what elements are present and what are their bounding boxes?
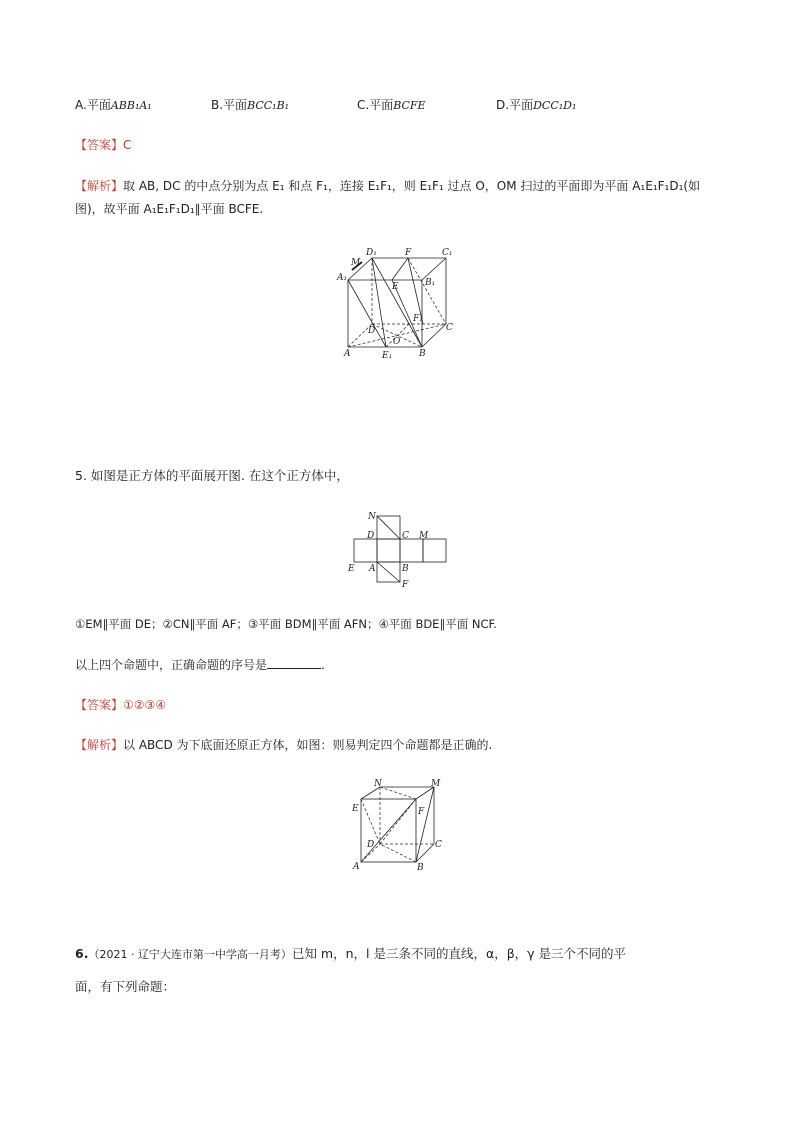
- cube-label-d: D: [367, 840, 375, 850]
- answer-value: C: [123, 138, 132, 152]
- label-d: D: [368, 326, 376, 336]
- q5-propositions: ①EM∥平面 DE；②CN∥平面 AF；③平面 BDM∥平面 AFN；④平面 BDE∥平面 NCF.: [75, 617, 497, 631]
- q5-stem: 5. 如图是正方体的平面展开图. 在这个正方体中，: [75, 468, 349, 483]
- q4-answer: [75, 136, 131, 154]
- net-label-d: D: [367, 531, 375, 541]
- label-f: F: [405, 248, 412, 258]
- q4-cube-figure: [330, 242, 460, 372]
- cube-label-a: A: [353, 862, 360, 872]
- label-b1: B₁: [425, 278, 436, 288]
- label-f1: F₁: [413, 314, 423, 324]
- label-e1: E₁: [382, 351, 393, 361]
- cube-label-f: F: [418, 807, 425, 817]
- net-label-m: M: [419, 531, 429, 541]
- net-label-c: C: [402, 531, 409, 541]
- cube-label-b: B: [417, 863, 424, 873]
- analysis-tag: 【解析】: [75, 179, 124, 193]
- option-b: B.平面BCC₁B₁: [211, 98, 290, 112]
- q4-analysis-line1: 【解析】取 AB, DC 的中点分别为点 E₁ 和点 F₁，连接 E₁F₁，则 E₁F₁ 过点 O，OM 扫过的平面即为平面 A₁E₁F₁D₁(如: [75, 179, 701, 193]
- answer-blank: [267, 656, 321, 669]
- label-e: E: [392, 282, 399, 292]
- label-a1: A₁: [337, 273, 348, 283]
- net-label-e: E: [348, 564, 355, 574]
- label-c1: C₁: [442, 248, 453, 258]
- answer-tag: 【答案】: [75, 698, 124, 712]
- q5-net-figure: [340, 505, 455, 590]
- option-d: D.平面DCC₁D₁: [496, 98, 577, 112]
- q5-analysis: 【解析】以 ABCD 为下底面还原正方体，如图：则易判定四个命题都是正确的.: [75, 738, 493, 752]
- option-a: A.平面ABB₁A₁: [75, 98, 152, 112]
- label-a: A: [344, 349, 351, 359]
- analysis-tag: 【解析】: [75, 738, 124, 752]
- net-label-n: N: [368, 512, 376, 522]
- cube-label-e: E: [352, 804, 359, 814]
- option-c: C.平面BCFE: [357, 98, 426, 112]
- q6-line2: 面，有下列命题：: [75, 979, 176, 994]
- cube-label-n: N: [374, 779, 382, 789]
- q5-question: 以上四个命题中，正确命题的序号是 .: [75, 658, 325, 672]
- answer-value: ①②③④: [123, 698, 167, 712]
- net-label-a: A: [369, 564, 376, 574]
- q5-answer: [75, 696, 166, 714]
- q5-cube-figure: [345, 773, 445, 873]
- net-label-b: B: [402, 564, 409, 574]
- label-c: C: [446, 323, 453, 333]
- q4-analysis-line2: 图)，故平面 A₁E₁F₁D₁∥平面 BCFE.: [75, 202, 264, 216]
- label-b: B: [419, 349, 426, 359]
- answer-tag: 【答案】: [75, 138, 124, 152]
- label-o: O: [393, 337, 401, 347]
- cube-label-m: M: [431, 779, 441, 789]
- label-m: M: [351, 258, 361, 268]
- q6-line1: 6.（2021 · 辽宁大连市第一中学高一月考）已知 m，n，l 是三条不同的直线，α，β，γ 是三个不同的平: [75, 946, 627, 961]
- net-label-f: F: [402, 580, 409, 590]
- cube-label-c: C: [435, 840, 442, 850]
- label-d1: D₁: [366, 248, 377, 258]
